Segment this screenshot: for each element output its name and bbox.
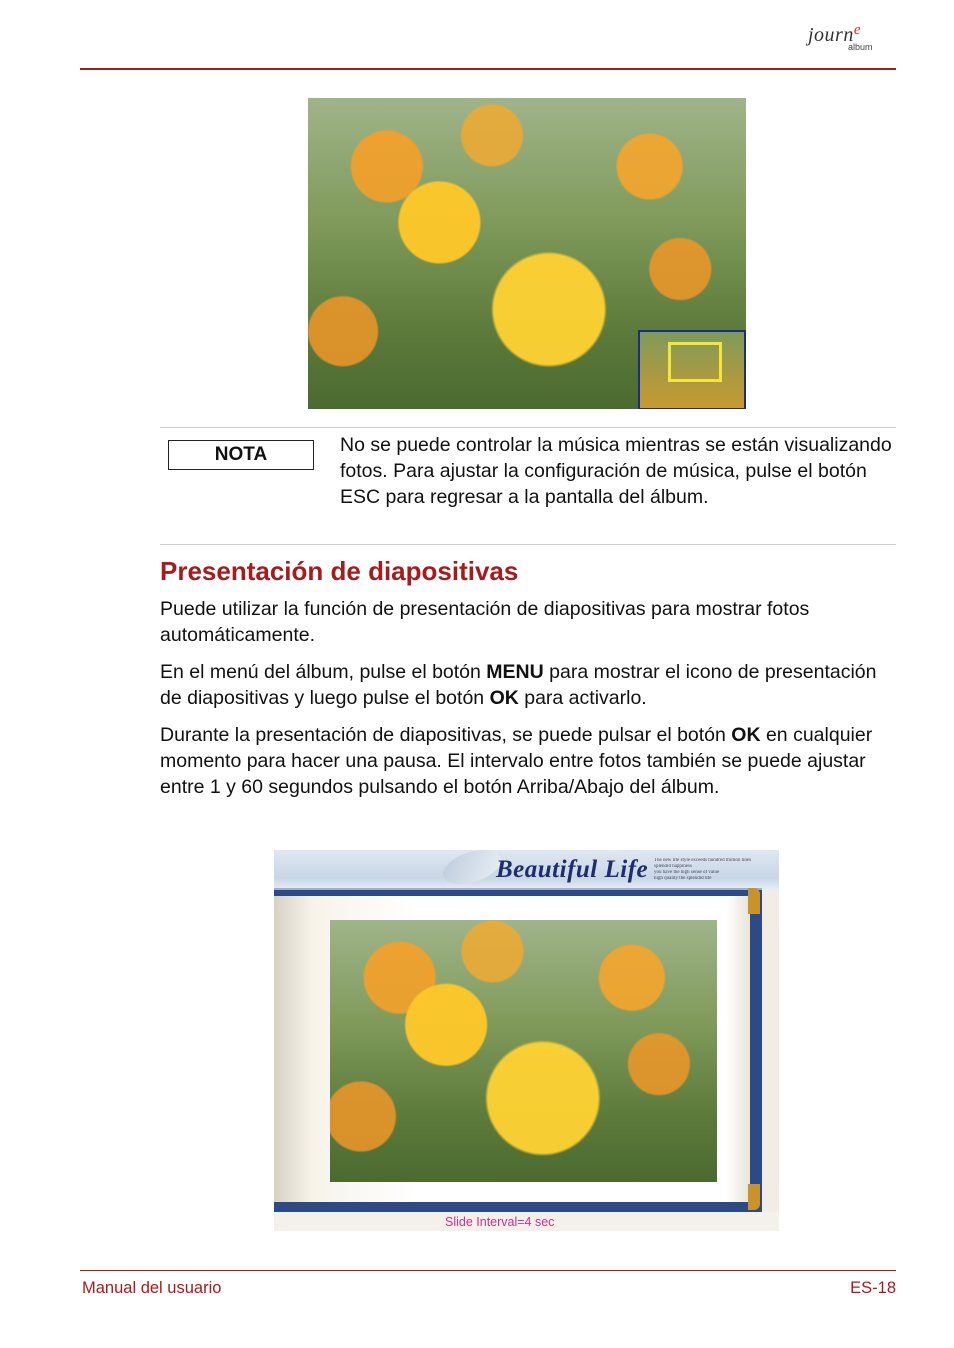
slideshow-photo [330, 920, 717, 1182]
ok-key: OK [489, 687, 519, 709]
album-blurb: The new life style exceeds hundred million lines splendid happiness you have the high sense of value high quality the splendid life [654, 858, 752, 881]
paragraph-1: Puede utilizar la función de presentación de diapositivas para mostrar fotos automáticamente. [160, 598, 810, 646]
album-corner-tab [748, 888, 760, 914]
logo-sub: album [848, 42, 873, 52]
footer-rule [80, 1270, 896, 1271]
note-label: NOTA [168, 440, 314, 470]
header-rule [80, 68, 896, 70]
section-title: Presentación de diapositivas [160, 556, 519, 586]
album-slideshow-screenshot [274, 850, 779, 1231]
zoom-region-frame [668, 342, 722, 382]
note-text: No se puede controlar la música mientras se están visualizando fotos. Para ajustar la configuración de música, pulse el botón ESC para regresar a la pantalla del álbum. [340, 434, 892, 508]
menu-key: MENU [486, 661, 544, 683]
note-bottom-rule [160, 544, 896, 545]
slide-interval-label: Slide Interval=4 sec [445, 1215, 555, 1229]
journe-album-logo [800, 22, 900, 62]
paragraph-3: Durante la presentación de diapositivas, se puede pulsar el botón OK en cualquier momento para hacer una pausa. El intervalo entre fotos también se puede ajustar entre 1 y 60 segundos pulsando el botón Arriba/Abajo del álbum. [160, 724, 873, 798]
paragraph-2: En el menú del álbum, pulse el botón MENU para mostrar el icono de presentación de diapositivas y luego pulse el botón OK para activarlo. [160, 661, 877, 709]
ok-key: OK [731, 724, 761, 746]
note-top-rule [160, 427, 896, 428]
logo-word: journ [808, 24, 854, 46]
flower-photo-zoomed [308, 98, 746, 409]
album-title: Beautiful Life [496, 856, 649, 883]
album-corner-tab [748, 1184, 760, 1210]
navigation-thumbnail [638, 330, 746, 409]
footer-manual-title: Manual del usuario [82, 1279, 222, 1297]
logo-letter-e: e [853, 22, 862, 38]
page-number: ES-18 [850, 1279, 896, 1297]
